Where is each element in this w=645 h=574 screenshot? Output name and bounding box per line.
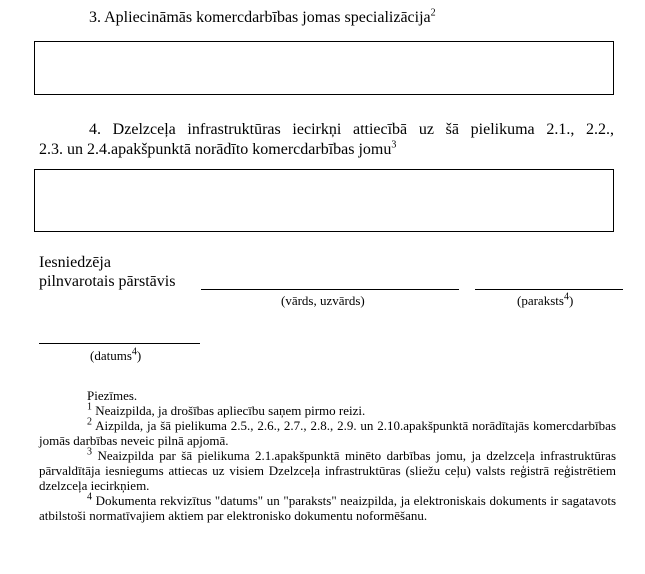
signature-caption: (paraksts$^4$) xyxy=(517,291,574,308)
footnote-ref: 2 xyxy=(87,416,92,428)
note-item: $^3$ Neaizpilda par šā pielikuma 2.1.apakšpunktā minēto darbības jomu, ja dzelzceļa infrastruktūras pārvaldītāja iesniegums attiecas uz visiem Dzelzceļa infrastruktūras (sliežu ceļu) valsts reģistrā reģistrētiem dzelzceļa iecirkņiem. xyxy=(39,446,616,493)
footnote-ref: 4 xyxy=(131,346,137,358)
footnote-ref: 3 xyxy=(391,139,397,151)
infrastructure-sections-field[interactable] xyxy=(34,169,614,232)
note-item: $^2$ Aizpilda, ja šā pielikuma 2.5., 2.6., 2.7., 2.8., 2.9. un 2.10.apakšpunktā norādītajās komercdarbības jomās darbības neveic pilnā apjomā. xyxy=(39,416,616,448)
notes-section xyxy=(39,388,616,523)
note-item: $^4$ Dokumenta rekvizītus "datums" un "paraksts" neaizpilda, ja elektroniskais dokuments ir sagatavots atbilstoši normatīvajiem aktiem par elektronisko dokumentu noformēšanu. xyxy=(39,491,616,523)
footnote-ref: 4 xyxy=(563,291,569,303)
section-3-heading: 3. Apliecināmās komercdarbības jomas specializācija$^2$ xyxy=(89,7,436,26)
signatory-label-line-1: Iesniedzēja xyxy=(39,254,111,271)
footnote-ref: 4 xyxy=(87,491,92,503)
note-item: $^1$ Neaizpilda, ja drošības apliecību saņem pirmo reizi. xyxy=(87,401,366,418)
footnote-ref: 2 xyxy=(430,7,436,19)
signature-line[interactable] xyxy=(475,289,623,290)
section-4-line-1: 4. Dzelzceļa infrastruktūras iecirkņi attiecībā uz šā pielikuma 2.1., 2.2., xyxy=(89,121,614,138)
name-line[interactable] xyxy=(201,289,459,290)
notes-title: Piezīmes. xyxy=(87,388,138,403)
date-line[interactable] xyxy=(39,343,200,344)
section-4-line-2: 2.3. un 2.4.apakšpunktā norādīto komercdarbības jomu$^3$ xyxy=(39,139,397,158)
footnote-ref: 1 xyxy=(87,401,92,413)
signatory-label-line-2: pilnvarotais pārstāvis xyxy=(39,273,176,290)
date-caption: (datums$^4$) xyxy=(90,346,142,363)
footnote-ref: 3 xyxy=(87,446,92,458)
name-caption: (vārds, uzvārds) xyxy=(281,293,365,308)
specialization-field[interactable] xyxy=(34,41,614,95)
